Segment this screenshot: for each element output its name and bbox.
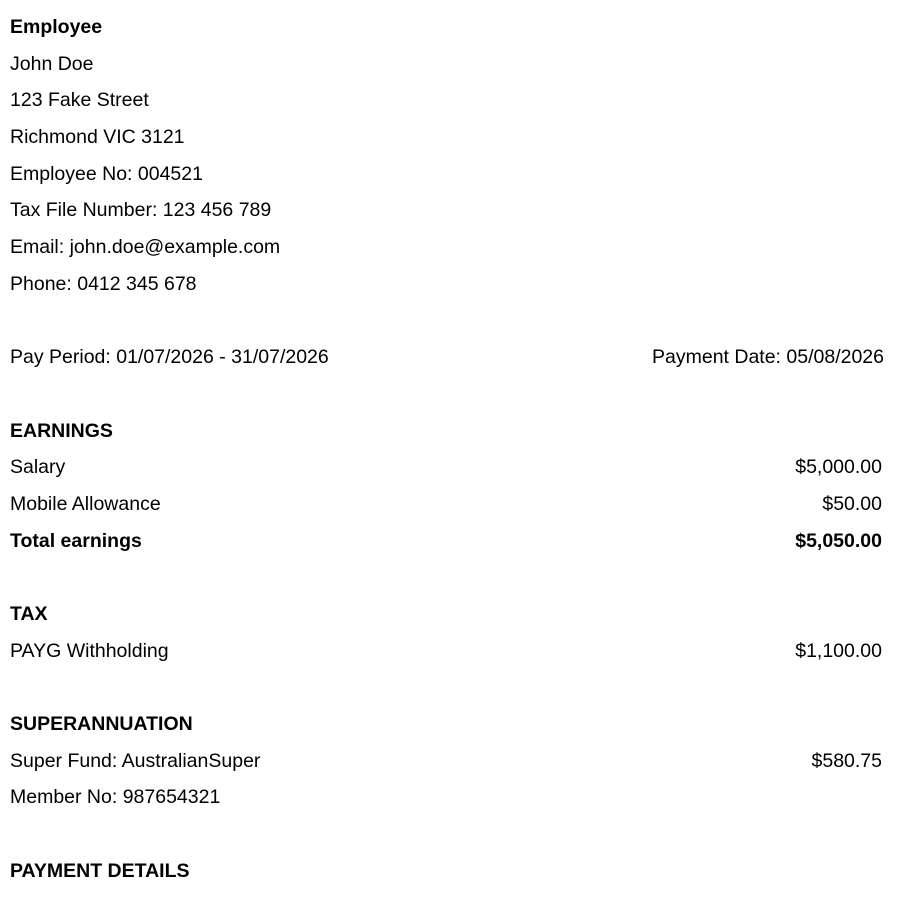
earnings-amount: $50.00 xyxy=(822,492,882,515)
super-amount: $580.75 xyxy=(811,749,882,772)
spacer xyxy=(10,669,882,706)
employee-email: Email: john.doe@example.com xyxy=(10,236,281,259)
employee-heading: Employee xyxy=(10,16,103,38)
address-line-2: Richmond VIC 3121 xyxy=(10,126,185,149)
super-fund: Super Fund: AustralianSuper xyxy=(10,749,261,772)
employee-section xyxy=(10,9,882,303)
super-member-number: Member No: 987654321 xyxy=(10,786,221,809)
tax-section xyxy=(10,596,882,669)
spacer xyxy=(10,376,882,413)
spacer xyxy=(10,559,882,596)
earnings-amount: $5,000.00 xyxy=(795,456,882,479)
earnings-label: Salary xyxy=(10,456,66,479)
tax-amount: $1,100.00 xyxy=(795,639,882,662)
tax-heading: TAX xyxy=(10,603,48,625)
tax-row xyxy=(10,633,882,670)
payslip xyxy=(10,9,882,890)
spacer xyxy=(10,816,882,853)
earnings-row xyxy=(10,449,882,486)
tax-file-number: Tax File Number: 123 456 789 xyxy=(10,199,272,222)
employee-number: Employee No: 004521 xyxy=(10,162,203,185)
total-earnings-label: Total earnings xyxy=(10,529,142,552)
superannuation-heading: SUPERANNUATION xyxy=(10,713,193,736)
payment-date: Payment Date: 05/08/2026 xyxy=(652,346,884,369)
earnings-label: Mobile Allowance xyxy=(10,492,161,515)
payment-details-heading: PAYMENT DETAILS xyxy=(10,859,190,882)
address-line-1: 123 Fake Street xyxy=(10,89,149,112)
super-fund-row xyxy=(10,743,882,780)
total-earnings-amount: $5,050.00 xyxy=(795,529,882,552)
spacer xyxy=(10,303,882,340)
employee-name: John Doe xyxy=(10,52,94,75)
superannuation-section xyxy=(10,706,882,816)
earnings-row xyxy=(10,486,882,523)
earnings-heading: EARNINGS xyxy=(10,419,113,442)
earnings-section xyxy=(10,413,882,560)
employee-phone: Phone: 0412 345 678 xyxy=(10,272,197,295)
pay-period-row xyxy=(10,339,882,376)
payment-details-section xyxy=(10,853,882,890)
pay-period: Pay Period: 01/07/2026 - 31/07/2026 xyxy=(10,346,329,369)
total-earnings-row xyxy=(10,523,882,560)
tax-label: PAYG Withholding xyxy=(10,639,169,662)
